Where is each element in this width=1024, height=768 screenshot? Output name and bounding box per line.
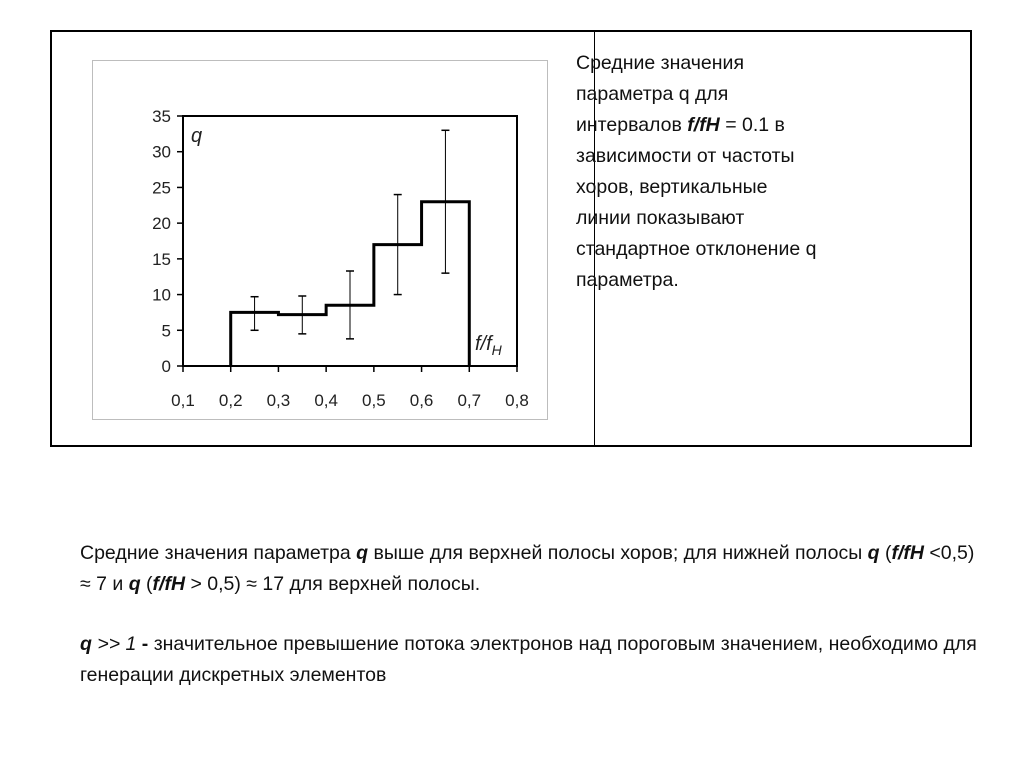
q-symbol: q xyxy=(356,542,369,564)
text: <0,5) ≈ 7 и xyxy=(80,542,975,595)
inequality: >> 1 xyxy=(91,633,142,655)
paragraph-summary xyxy=(80,538,980,600)
caption-line: стандартное отклонение q xyxy=(576,238,817,260)
y-tick-label: 20 xyxy=(152,214,171,234)
text: ( xyxy=(879,542,892,564)
paragraph-conclusion xyxy=(80,629,980,691)
dash: - xyxy=(141,633,154,655)
caption-line: линии показывают xyxy=(576,207,745,229)
caption-line: зависимости от частоты xyxy=(576,145,795,167)
y-axis-label: q xyxy=(191,125,203,147)
caption-line: параметра q для xyxy=(576,83,729,105)
caption-line: параметра. xyxy=(576,269,679,291)
x-tick-label: 0,3 xyxy=(266,391,291,410)
caption-line: хоров, вертикальные xyxy=(576,176,768,198)
histogram-chart xyxy=(93,61,549,421)
x-tick-label: 0,1 xyxy=(171,391,195,410)
ffh-symbol: f/fH xyxy=(152,573,186,595)
x-tick-label: 0,2 xyxy=(218,391,243,410)
caption-line: Средние значения xyxy=(576,52,744,74)
y-tick-label: 15 xyxy=(152,249,171,269)
chart-frame xyxy=(92,60,548,420)
y-tick-label: 5 xyxy=(161,321,171,341)
x-tick-label: 0,5 xyxy=(362,391,386,410)
x-axis-label-subscript: H xyxy=(491,342,502,358)
text: ( xyxy=(140,573,153,595)
x-tick-label: 0,4 xyxy=(314,391,338,410)
text: выше для верхней полосы хоров; для нижней полосы xyxy=(368,542,868,564)
y-tick-label: 10 xyxy=(152,285,171,305)
caption-ffh: f/fH xyxy=(687,114,720,136)
x-tick-label: 0,7 xyxy=(457,391,482,410)
y-tick-label: 0 xyxy=(161,357,171,376)
x-tick-label: 0,6 xyxy=(409,391,434,410)
ffh-symbol: f/fH xyxy=(891,542,924,564)
q-symbol: q xyxy=(128,573,141,595)
y-tick-label: 25 xyxy=(152,178,171,198)
text: значительное превышение потока электронов над пороговым значением, необходимо для генерации дискретных элементов xyxy=(80,633,977,686)
caption-line xyxy=(576,110,896,141)
y-tick-label: 35 xyxy=(152,107,171,126)
q-symbol: q xyxy=(867,542,880,564)
x-axis-label: $f/f_H$ xyxy=(475,333,502,358)
text: > 0,5) ≈ 17 для верхней полосы. xyxy=(185,573,481,595)
caption-text: интервалов xyxy=(576,114,688,136)
q-symbol: q xyxy=(80,633,92,655)
caption-text: = 0.1 в xyxy=(719,114,785,136)
x-tick-label: 0,8 xyxy=(505,391,529,410)
text: Средние значения параметра xyxy=(80,542,357,564)
figure-caption xyxy=(576,48,896,296)
y-tick-label: 30 xyxy=(152,142,171,162)
